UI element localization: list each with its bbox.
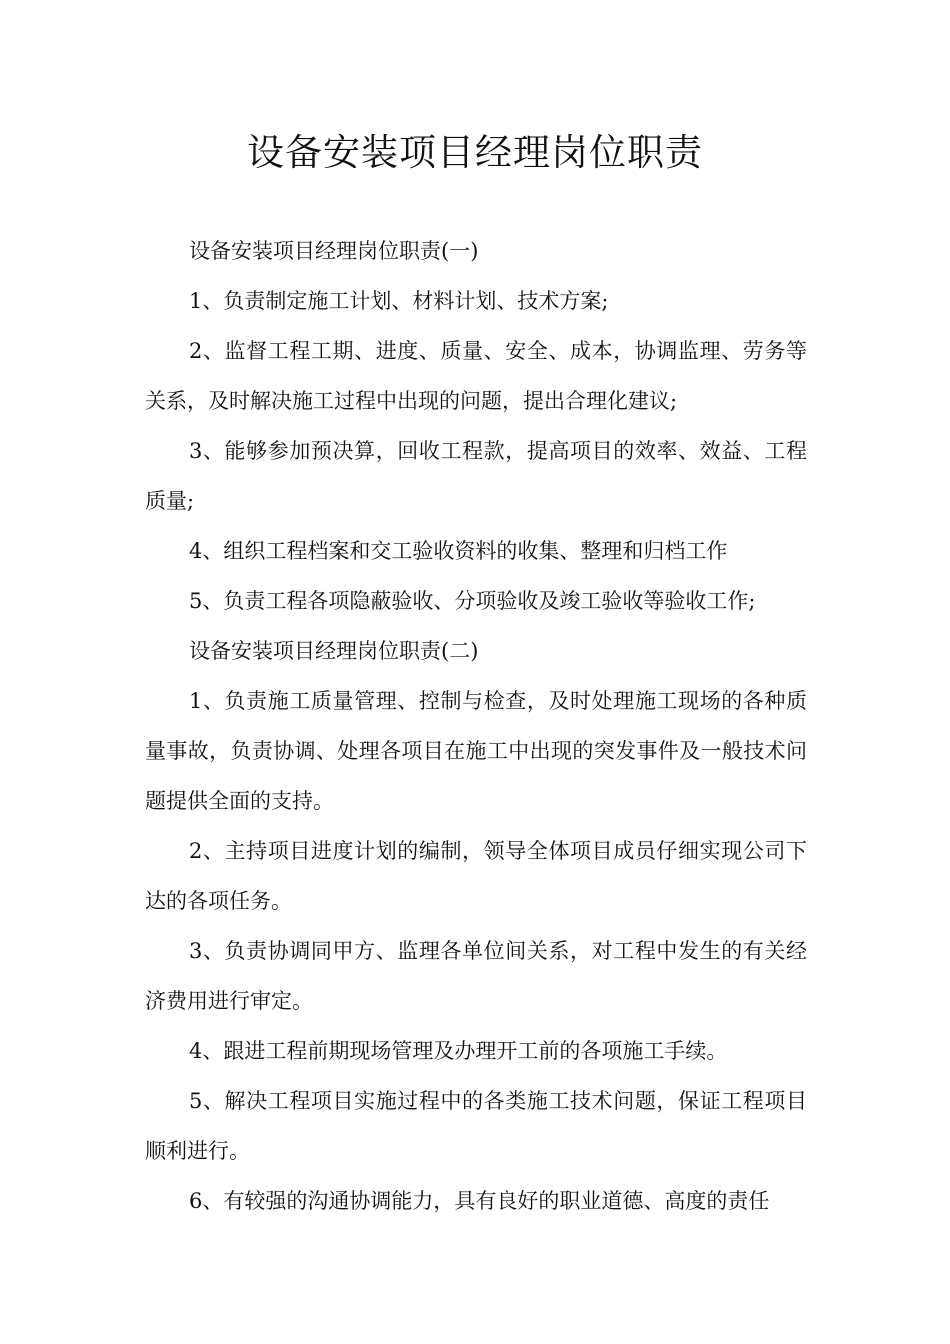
paragraph: 4、跟进工程前期现场管理及办理开工前的各项施工手续。 <box>189 1039 728 1063</box>
paragraph: 2、监督工程工期、进度、质量、安全、成本，协调监理、劳务等关系，及时解决施工过程中出现的问题，提出合理化建议; <box>145 339 807 413</box>
paragraph: 6、有较强的沟通协调能力，具有良好的职业道德、高度的责任 <box>189 1189 770 1213</box>
document-title: 设备安装项目经理岗位职责 <box>247 131 703 174</box>
paragraph: 1、负责施工质量管理、控制与检查，及时处理施工现场的各种质量事故，负责协调、处理各项目在施工中出现的突发事件及一般技术问题提供全面的支持。 <box>145 689 807 813</box>
paragraph: 4、组织工程档案和交工验收资料的收集、整理和归档工作 <box>189 539 728 563</box>
paragraph: 5、负责工程各项隐蔽验收、分项验收及竣工验收等验收工作; <box>189 589 756 613</box>
paragraph: 2、主持项目进度计划的编制，领导全体项目成员仔细实现公司下达的各项任务。 <box>145 839 807 913</box>
section-heading-1: 设备安装项目经理岗位职责(一) <box>189 239 479 263</box>
paragraph: 3、能够参加预决算，回收工程款，提高项目的效率、效益、工程质量; <box>145 439 807 513</box>
document-body <box>145 226 807 1226</box>
paragraph: 3、负责协调同甲方、监理各单位间关系，对工程中发生的有关经济费用进行审定。 <box>145 939 807 1013</box>
section-heading-2: 设备安装项目经理岗位职责(二) <box>189 639 479 663</box>
paragraph: 5、解决工程项目实施过程中的各类施工技术问题，保证工程项目顺利进行。 <box>145 1089 807 1163</box>
paragraph: 1、负责制定施工计划、材料计划、技术方案; <box>189 289 609 313</box>
